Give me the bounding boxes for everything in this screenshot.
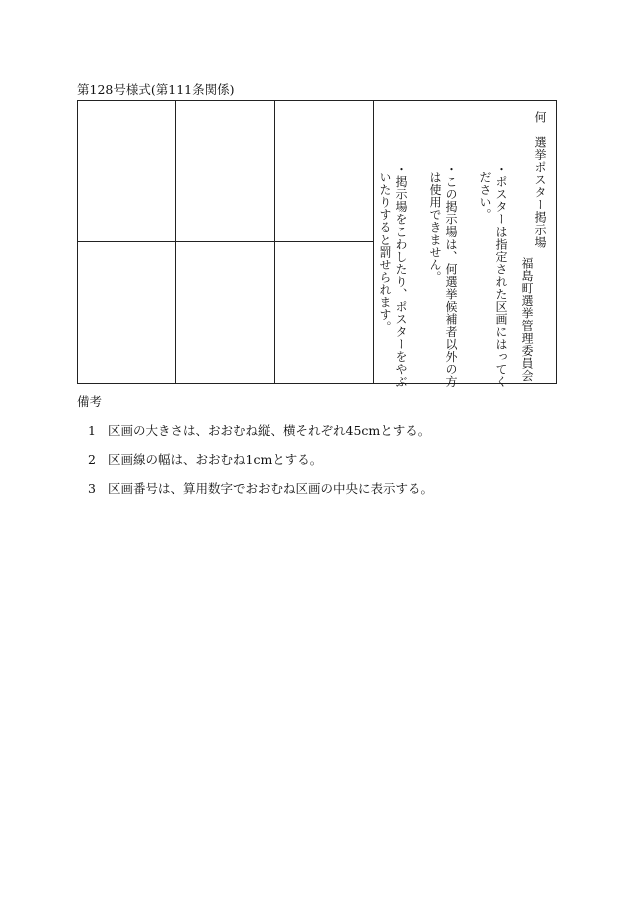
- notice-item-line: いたりすると罰せられます。: [378, 171, 392, 334]
- poster-section: [78, 101, 176, 242]
- remark-item: [88, 479, 433, 497]
- remark-number: 3: [88, 481, 96, 496]
- notice-committee: 福島町選挙管理委員会: [520, 257, 534, 382]
- notice-title: 何 選挙ポスター掲示場: [533, 111, 547, 249]
- poster-section-grid: [78, 101, 374, 383]
- form-title: 第128号様式(第111条関係): [77, 82, 235, 97]
- poster-board: [77, 100, 557, 388]
- remark-text: 区画線の幅は、おおむね1cmとする。: [108, 452, 323, 467]
- notice-item-line: ・この掲示場は、何選挙候補者以外の方: [444, 163, 458, 388]
- remarks-heading: 備考: [77, 394, 103, 409]
- remark-number: 2: [88, 452, 96, 467]
- poster-section: [176, 101, 275, 242]
- poster-section: [176, 242, 275, 383]
- remark-item: [88, 421, 430, 439]
- remark-number: 1: [88, 423, 96, 438]
- remark-text: 区画の大きさは、おおむね縦、横それぞれ45cmとする。: [108, 423, 431, 438]
- notice-item-line: ださい。: [478, 171, 492, 221]
- notice-item-line: は使用できません。: [428, 171, 442, 284]
- remark-text: 区画番号は、算用数字でおおむね区画の中央に表示する。: [108, 481, 434, 496]
- poster-section: [78, 242, 176, 383]
- notice-item-line: ・ポスターは指定された区画にはってく: [494, 163, 508, 388]
- poster-section: [275, 101, 374, 242]
- poster-section: [275, 242, 374, 383]
- notice-item-line: ・掲示場をこわしたり、ポスターをやぶ: [394, 163, 408, 388]
- notice-panel: [374, 101, 556, 388]
- remark-item: [88, 450, 322, 468]
